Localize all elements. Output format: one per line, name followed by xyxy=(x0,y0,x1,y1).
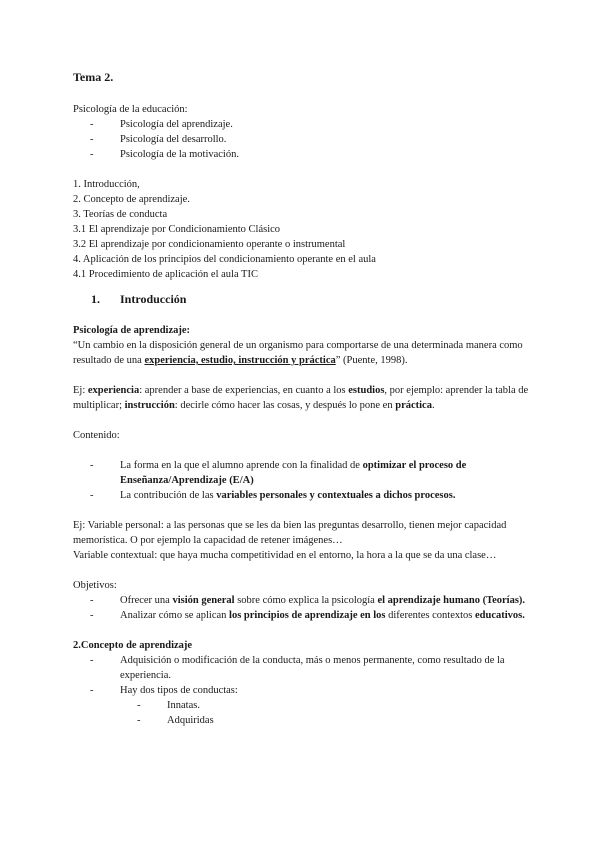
section-1-heading xyxy=(91,292,533,307)
toc-item: 1. Introducción, xyxy=(73,179,140,190)
example-variables: Ej: Variable personal: a las personas que se les da bien las preguntas desarrollo, tienen mejor capacidad memorística. O por ejemplo la capacidad de retener imágenes… xyxy=(73,520,507,546)
example-variables-context: Variable contextual: que haya mucha competitividad en el entorno, la hora a la que se da una clase… xyxy=(73,550,497,561)
document-title: Tema 2. xyxy=(73,70,114,84)
section-2-list xyxy=(73,653,533,728)
contenido-list xyxy=(73,458,533,503)
objetivos-label: Objetivos: xyxy=(73,580,117,591)
toc-item: 3. Teorías de conducta xyxy=(73,209,168,220)
intro-label: Psicología de la educación: xyxy=(73,104,188,115)
list-item: - Hay dos tipos de conductas: - Innatas. - Adquiridas xyxy=(90,683,533,728)
contenido-label: Contenido: xyxy=(73,430,120,441)
document-page xyxy=(73,70,533,728)
intro-list xyxy=(73,117,533,162)
list-item: - La contribución de las variables personales y contextuales a dichos procesos. xyxy=(90,488,533,503)
toc-item: 3.1 El aprendizaje por Condicionamiento Clásico xyxy=(73,224,281,235)
toc-item: 2. Concepto de aprendizaje. xyxy=(73,194,190,205)
section-number: 1. xyxy=(91,292,100,306)
toc-item: 4. Aplicación de los principios del condicionamiento operante en el aula xyxy=(73,254,376,265)
list-item: - Psicología de la motivación. xyxy=(90,147,533,162)
list-item: - Adquisición o modificación de la conducta, más o menos permanente, como resultado de la experiencia. xyxy=(90,653,533,683)
definition-quote: “Un cambio en la disposición general de un organismo para comportarse de una determinada manera como resultado de una experiencia, estudio, instrucción y práctica” (Puente, 1998). xyxy=(73,340,523,366)
list-item: - Adquiridas xyxy=(137,713,533,728)
list-item: - Psicología del aprendizaje. xyxy=(90,117,533,132)
table-of-contents xyxy=(73,177,533,282)
toc-item: 4.1 Procedimiento de aplicación el aula TIC xyxy=(73,269,258,280)
section-title: Introducción xyxy=(120,292,187,306)
objetivos-list xyxy=(73,593,533,623)
definition-label: Psicología de aprendizaje: xyxy=(73,325,191,336)
list-item: - La forma en la que el alumno aprende con la finalidad de optimizar el proceso de Enseñanza/Aprendizaje (E/A) xyxy=(90,458,533,488)
list-item: - Innatas. xyxy=(137,698,533,713)
section-2-heading: 2.Concepto de aprendizaje xyxy=(73,640,193,651)
list-item: - Psicología del desarrollo. xyxy=(90,132,533,147)
toc-item: 3.2 El aprendizaje por condicionamiento operante o instrumental xyxy=(73,239,346,250)
list-item: - Ofrecer una visión general sobre cómo explica la psicología el aprendizaje humano (Teorías). xyxy=(90,593,533,608)
example-paragraph: Ej: experiencia: aprender a base de experiencias, en cuanto a los estudios, por ejemplo: aprender la tabla de multiplicar; instrucción: decirle cómo hacer las cosas, y después lo pone en práctica. xyxy=(73,385,529,411)
subitem-list xyxy=(120,698,533,728)
list-item: - Analizar cómo se aplican los principios de aprendizaje en los diferentes contextos educativos. xyxy=(90,608,533,623)
